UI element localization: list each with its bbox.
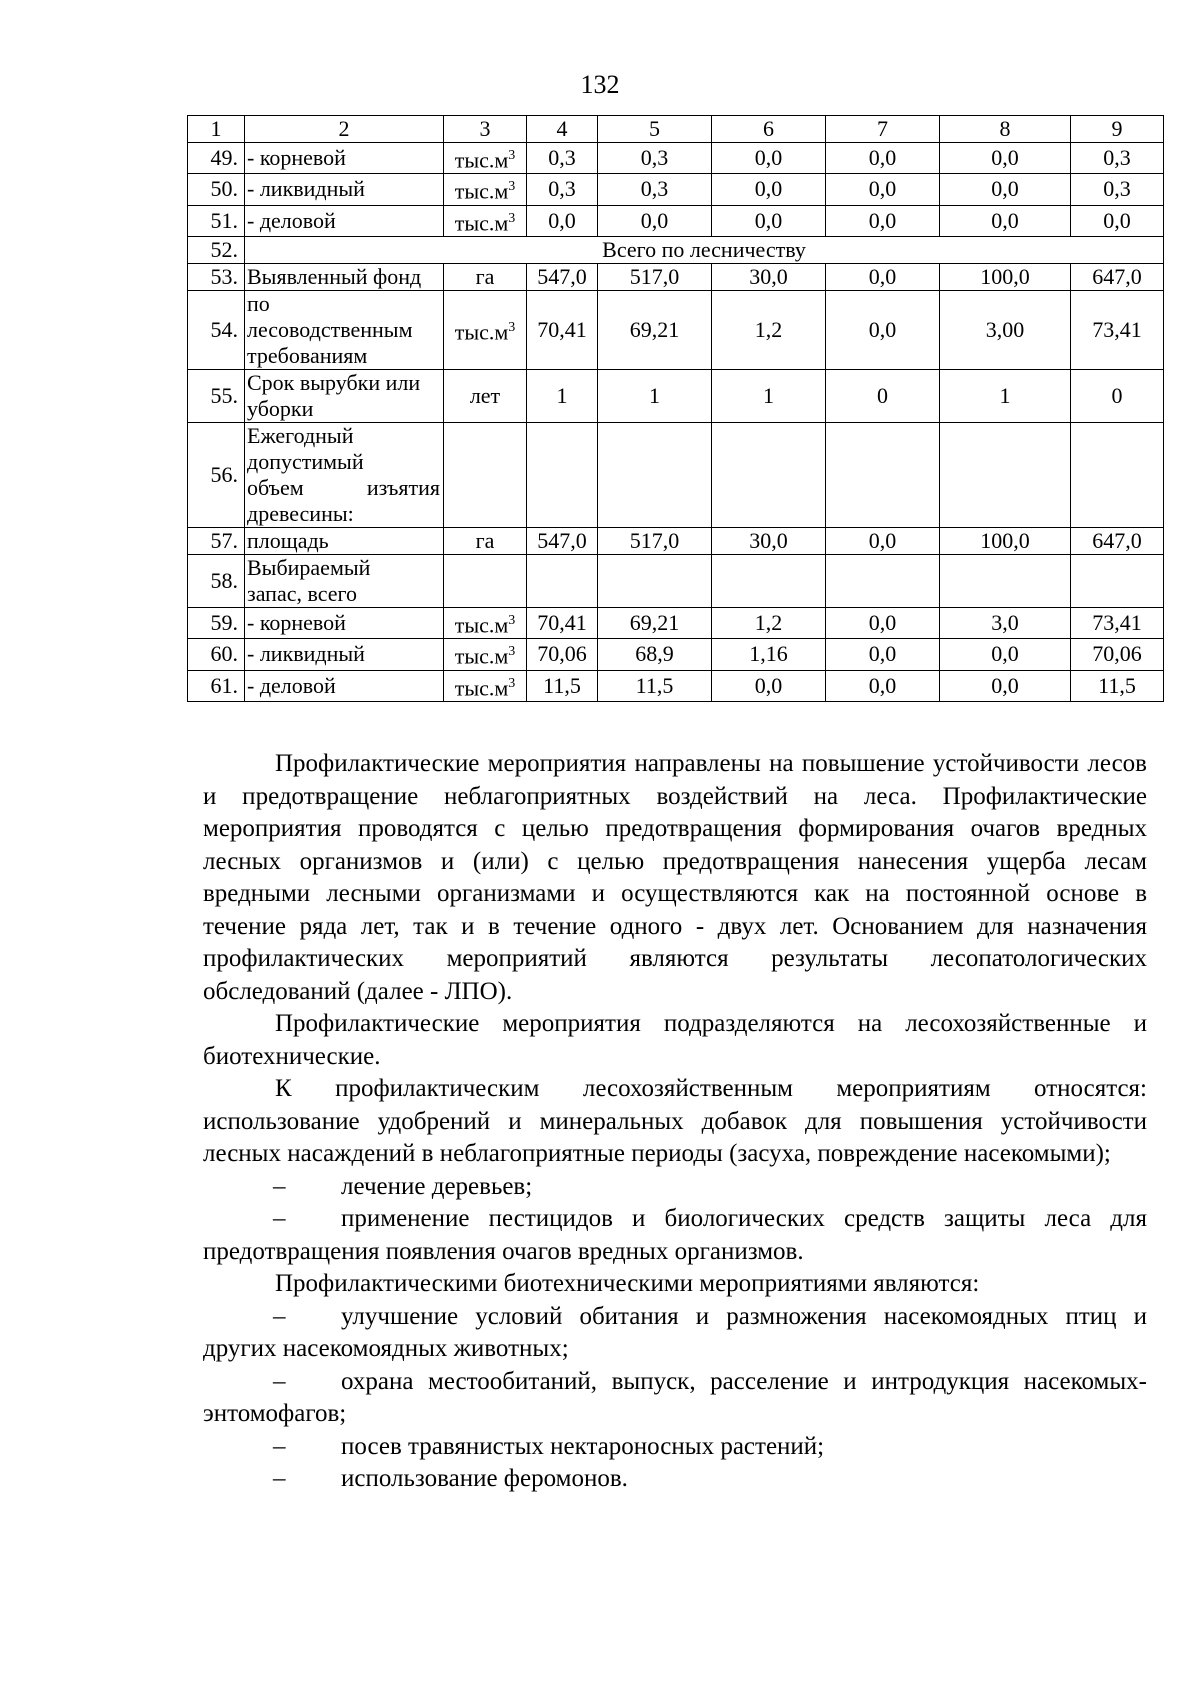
value-cell: 1 (940, 369, 1071, 422)
row-number: 58. (188, 554, 245, 607)
unit-superscript: 3 (508, 179, 516, 195)
table-row (188, 422, 1164, 527)
row-number: 60. (188, 639, 245, 670)
value-cell (712, 554, 826, 607)
value-cell: 0,3 (598, 174, 712, 205)
row-label: - корневой (245, 143, 444, 174)
value-cell: 70,06 (527, 639, 598, 670)
row-label (245, 422, 444, 527)
page-number: 132 (580, 70, 620, 99)
row-label-line: Срок вырубки или (247, 369, 421, 395)
value-cell (598, 554, 712, 607)
value-cell: 0,0 (940, 639, 1071, 670)
value-cell: 0,0 (712, 205, 826, 236)
value-cell (940, 422, 1071, 527)
unit-cell: лет (444, 369, 527, 422)
value-cell: 1,2 (712, 290, 826, 369)
value-cell: 0,0 (1071, 205, 1164, 236)
table-row (188, 263, 1164, 290)
row-label: - деловой (245, 205, 444, 236)
row-label: - ликвидный (245, 174, 444, 205)
column-number: 4 (527, 116, 598, 143)
column-number: 2 (245, 116, 444, 143)
list-item: – лечение деревьев; (203, 1171, 1147, 1204)
value-cell: 0,3 (598, 143, 712, 174)
value-cell: 0,0 (826, 143, 940, 174)
unit-superscript: 3 (508, 319, 516, 335)
value-cell: 647,0 (1071, 527, 1164, 554)
row-number: 55. (188, 369, 245, 422)
value-cell: 1 (712, 369, 826, 422)
table-row (188, 236, 1164, 263)
value-cell: 0,0 (527, 205, 598, 236)
dash-marker: – (273, 1432, 286, 1460)
table-row (188, 670, 1164, 701)
row-number: 52. (188, 236, 245, 263)
value-cell (527, 422, 598, 527)
unit-cell: $тыс.м^3$ (444, 670, 527, 701)
table-header-row (188, 116, 1164, 143)
unit-cell (444, 554, 527, 607)
value-cell: 647,0 (1071, 263, 1164, 290)
paragraph: К профилактическим лесохозяйственным мероприятиям относятся: использование удобрений и минеральных добавок для повышения устойчивости лесных насаждений в неблагоприятные периоды (засуха, повреждение насекомыми); (203, 1075, 1147, 1167)
value-cell: 69,21 (598, 290, 712, 369)
value-cell: 73,41 (1071, 607, 1164, 638)
value-cell (940, 554, 1071, 607)
dash-marker: – (273, 1367, 286, 1395)
value-cell: 0,0 (712, 174, 826, 205)
value-cell: 69,21 (598, 607, 712, 638)
value-cell: 0,0 (940, 205, 1071, 236)
value-cell: 0,3 (527, 143, 598, 174)
value-cell: 30,0 (712, 527, 826, 554)
value-cell: 1,2 (712, 607, 826, 638)
value-cell: 517,0 (598, 263, 712, 290)
unit-cell: $тыс.м^3$ (444, 143, 527, 174)
value-cell: 3,00 (940, 290, 1071, 369)
value-cell: 0,0 (940, 143, 1071, 174)
value-cell: 0,0 (826, 670, 940, 701)
section-title: Всего по лесничеству (245, 236, 1164, 263)
value-cell: 3,0 (940, 607, 1071, 638)
row-label-line: Ежегодный (247, 422, 354, 448)
body-text (203, 748, 1147, 1496)
forest-harvest-table (187, 115, 1164, 702)
value-cell: 0,3 (1071, 143, 1164, 174)
list-item: – посев травянистых нектароносных растений; (203, 1431, 1147, 1464)
dash-marker: – (273, 1465, 286, 1492)
row-label: - деловой (245, 670, 444, 701)
value-cell (527, 554, 598, 607)
table-row (188, 554, 1164, 607)
value-cell: 0,0 (826, 205, 940, 236)
value-cell: 0,0 (826, 639, 940, 670)
value-cell: 0,0 (826, 527, 940, 554)
value-cell: 0,0 (712, 143, 826, 174)
value-cell: 0 (826, 369, 940, 422)
list-item: – охрана местообитаний, выпуск, расселение и интродукция насекомых-энтомофагов; (203, 1367, 1147, 1427)
row-number: 53. (188, 263, 245, 290)
unit-superscript: 3 (508, 148, 516, 163)
column-number: 1 (188, 116, 245, 143)
row-label (245, 369, 444, 422)
row-label-line: уборки (247, 395, 314, 421)
dash-marker: – (273, 1205, 286, 1232)
value-cell: 0 (1071, 369, 1164, 422)
unit-cell: $тыс.м^3$ (444, 174, 527, 205)
row-label: - корневой (245, 607, 444, 638)
value-cell: 11,5 (1071, 670, 1164, 701)
value-cell: 11,5 (527, 670, 598, 701)
table-row (188, 527, 1164, 554)
value-cell: 0,3 (527, 174, 598, 205)
row-label-line: по (247, 290, 270, 316)
value-cell: 0,0 (940, 670, 1071, 701)
table-row (188, 639, 1164, 670)
column-number: 8 (940, 116, 1071, 143)
row-label-line: допустимый (247, 448, 364, 474)
unit-cell: $тыс.м^3$ (444, 607, 527, 638)
value-cell (826, 554, 940, 607)
dash-marker: – (273, 1172, 286, 1200)
value-cell: 1 (598, 369, 712, 422)
value-cell: 0,0 (826, 290, 940, 369)
row-number: 49. (188, 143, 245, 174)
row-number: 56. (188, 422, 245, 527)
table-row (188, 205, 1164, 236)
unit-cell: га (444, 527, 527, 554)
value-cell: 100,0 (940, 263, 1071, 290)
row-number: 61. (188, 670, 245, 701)
row-number: 57. (188, 527, 245, 554)
value-cell: 0,0 (826, 174, 940, 205)
column-number: 6 (712, 116, 826, 143)
row-label-line: требованиям (247, 342, 368, 368)
unit-cell (444, 422, 527, 527)
unit-superscript: 3 (508, 210, 516, 226)
unit-superscript: 3 (508, 675, 516, 691)
paragraph: Профилактические мероприятия подразделяются на лесохозяйственные и биотехнические. (203, 1010, 1147, 1070)
value-cell (1071, 554, 1164, 607)
value-cell: 70,41 (527, 290, 598, 369)
unit-superscript: 3 (508, 644, 516, 660)
row-number: 54. (188, 290, 245, 369)
column-number: 5 (598, 116, 712, 143)
row-number: 59. (188, 607, 245, 638)
unit-superscript: 3 (508, 612, 516, 628)
value-cell: 1,16 (712, 639, 826, 670)
value-cell (826, 422, 940, 527)
unit-cell: $тыс.м^3$ (444, 290, 527, 369)
value-cell: 547,0 (527, 263, 598, 290)
dash-marker: – (273, 1302, 286, 1330)
row-label-line: древесины: (247, 500, 354, 526)
value-cell: 68,9 (598, 639, 712, 670)
value-cell: 70,06 (1071, 639, 1164, 670)
row-label: - ликвидный (245, 639, 444, 670)
row-number: 50. (188, 174, 245, 205)
value-cell: 1 (527, 369, 598, 422)
value-cell: 0,0 (826, 607, 940, 638)
column-number: 7 (826, 116, 940, 143)
value-cell: 11,5 (598, 670, 712, 701)
value-cell: 0,0 (826, 263, 940, 290)
value-cell (1071, 422, 1164, 527)
table-row (188, 607, 1164, 638)
row-label (245, 290, 444, 369)
table-row (188, 174, 1164, 205)
value-cell: 70,41 (527, 607, 598, 638)
value-cell: 0,3 (1071, 174, 1164, 205)
value-cell: 0,0 (598, 205, 712, 236)
list-item: – улучшение условий обитания и размножения насекомоядных птиц и других насекомоядных животных; (203, 1302, 1147, 1362)
row-label-line: Выбираемый (247, 554, 371, 580)
row-label-line: запас, всего (247, 580, 357, 606)
paragraph: Профилактические мероприятия направлены на повышение устойчивости лесов и предотвращение неблагоприятных воздействий на леса. Профилактические мероприятия проводятся с целью предотвращения формирования очагов вредных лесных организмов и (или) с целью предотвращения нанесения ущерба лесам вредными лесными организмами и осуществляются как на постоянной основе в течение ряда лет, так и в течение одного - двух лет. Основанием для назначения профилактических мероприятий являются результаты лесопатологических обследований (далее - ЛПО). (203, 750, 1147, 1005)
table-row (188, 369, 1164, 422)
row-label-line: объем изъятия (247, 474, 440, 500)
list-item: – использование феромонов. (203, 1463, 1147, 1496)
value-cell (712, 422, 826, 527)
row-number: 51. (188, 205, 245, 236)
column-number: 9 (1071, 116, 1164, 143)
value-cell: 517,0 (598, 527, 712, 554)
value-cell: 547,0 (527, 527, 598, 554)
unit-cell: $тыс.м^3$ (444, 639, 527, 670)
row-label: Выявленный фонд (245, 263, 444, 290)
value-cell: 100,0 (940, 527, 1071, 554)
column-number: 3 (444, 116, 527, 143)
unit-cell: га (444, 263, 527, 290)
value-cell: 0,0 (940, 174, 1071, 205)
value-cell: 30,0 (712, 263, 826, 290)
row-label-line: лесоводственным (247, 316, 413, 342)
paragraph: Профилактическими биотехническими мероприятиями являются: (275, 1270, 980, 1297)
unit-cell: $тыс.м^3$ (444, 205, 527, 236)
row-label (245, 554, 444, 607)
table-row (188, 143, 1164, 174)
value-cell: 73,41 (1071, 290, 1164, 369)
table-row (188, 290, 1164, 369)
value-cell: 0,0 (712, 670, 826, 701)
value-cell (598, 422, 712, 527)
row-label: площадь (245, 527, 444, 554)
list-item: – применение пестицидов и биологических средств защиты леса для предотвращения появления очагов вредных организмов. (203, 1205, 1147, 1265)
